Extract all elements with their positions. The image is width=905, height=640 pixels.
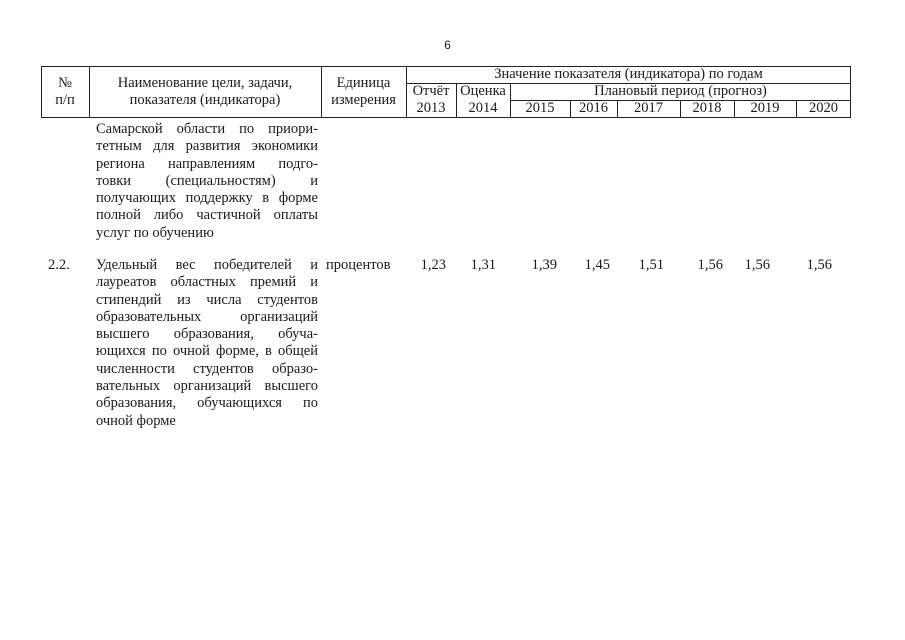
year-2015: 2015: [525, 100, 555, 116]
name-header-line-2: показателя (индикатора): [129, 92, 281, 108]
table-row-continuation: [96, 121, 318, 242]
year-2013: 2013: [416, 100, 446, 116]
row-text-line: численности студентов образо-: [96, 360, 318, 377]
unit-header-line-1: Единица: [336, 75, 391, 91]
value-2016: 1,45: [584, 257, 610, 273]
row-text-line: тетным для развития экономики: [96, 138, 318, 155]
year-2017: 2017: [634, 100, 663, 116]
row-number: 2.2.: [48, 257, 70, 273]
unit-header-line-2: измерения: [331, 92, 396, 108]
value-2017: 1,51: [638, 257, 664, 273]
value-2020: 1,56: [806, 257, 832, 273]
row-text-line: Самарской области по приори-: [96, 121, 318, 137]
row-text-line: услуг по обучению: [96, 224, 214, 241]
value-2019: 1,56: [744, 257, 770, 273]
year-2014: 2014: [468, 100, 498, 116]
row-text-line: ющихся по очной форме, в общей: [96, 343, 318, 360]
num-header: [41, 75, 89, 109]
num-header-line-1: №: [58, 75, 72, 91]
unit-cell: процентов: [326, 257, 391, 273]
value-2015: 1,39: [531, 257, 557, 273]
row-text-line: высшего образования, обуча-: [96, 326, 318, 343]
row-text-line: образования, обучающихся по: [96, 395, 318, 412]
name-header-line-1: Наименование цели, задачи,: [117, 75, 293, 91]
value-2014: 1,31: [470, 257, 496, 273]
num-header-line-2: п/п: [55, 92, 75, 108]
header-bottom-border: [41, 117, 851, 118]
row-text-line: товки (специальностям) и: [96, 172, 318, 189]
table-header: [41, 66, 851, 118]
row-text-line: полной либо частичной оплаты: [96, 207, 318, 224]
row-text-line: получающих поддержку в форме: [96, 190, 318, 207]
year-2016: 2016: [579, 100, 608, 116]
name-header: [89, 75, 321, 109]
report-header: Отчёт: [412, 83, 450, 99]
table-row-2-2: [96, 257, 318, 430]
page-number: 6: [444, 38, 451, 52]
plan-header: Плановый период (прогноз): [594, 83, 767, 99]
row-text-line: лауреатов областных премий и: [96, 274, 318, 291]
value-2013: 1,23: [420, 257, 446, 273]
value-2018: 1,56: [697, 257, 723, 273]
row-text-line: Удельный вес победителей и: [96, 257, 318, 273]
year-2018: 2018: [692, 100, 722, 116]
row-text-line: региона направлениям подго-: [96, 155, 318, 172]
row-text-line: вательных организаций высшего: [96, 378, 318, 395]
year-2020: 2020: [809, 100, 838, 116]
unit-header: [321, 75, 406, 109]
value-group-header: Значение показателя (индикатора) по годам: [494, 66, 763, 82]
year-2019: 2019: [750, 100, 780, 116]
row-text-line: очной форме: [96, 412, 176, 429]
estimate-header: Оценка: [460, 83, 506, 99]
row-text-line: образовательных организаций: [96, 308, 318, 325]
row-text-line: стипендий из числа студентов: [96, 291, 318, 308]
